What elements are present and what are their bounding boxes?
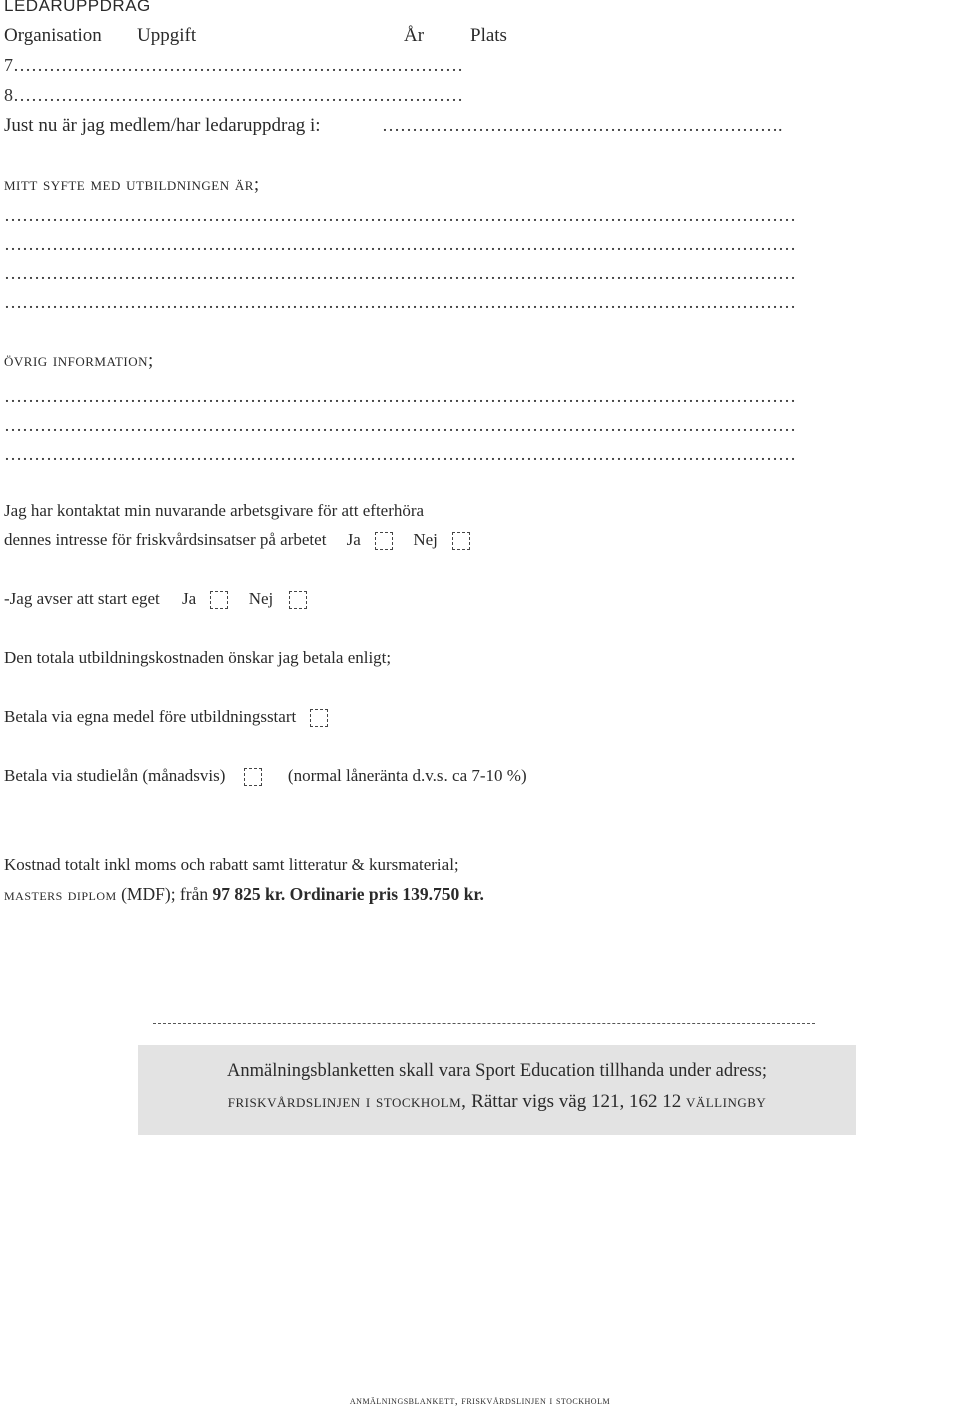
address-organisation: friskvårdslinjen i stockholm, bbox=[227, 1091, 467, 1112]
payment-option-student-loan-checkbox[interactable] bbox=[244, 768, 262, 786]
price-line bbox=[4, 884, 484, 905]
own-business-label: -Jag avser att start eget bbox=[4, 589, 160, 608]
total-cost-line: Kostnad totalt inkl moms och rabatt samt litteratur & kursmaterial; bbox=[4, 855, 459, 874]
employer-ja-checkbox[interactable] bbox=[375, 532, 393, 550]
address-notice-box bbox=[138, 1045, 856, 1135]
price-program-name: masters diplom bbox=[4, 884, 117, 904]
section-heading-syfte: mitt syfte med utbildningen är; bbox=[4, 174, 260, 195]
section-heading-ovrig: övrig information; bbox=[4, 350, 154, 371]
employer-nej-checkbox[interactable] bbox=[452, 532, 470, 550]
address-city: vällingby bbox=[685, 1091, 767, 1112]
column-header-plats: Plats bbox=[470, 25, 507, 46]
cut-line-divider bbox=[153, 1023, 815, 1024]
employer-contact-row bbox=[4, 530, 470, 550]
address-notice-line-2 bbox=[138, 1091, 856, 1113]
column-header-organisation: Organisation bbox=[4, 25, 102, 46]
price-amount: 97 825 kr. Ordinarie pris 139.750 kr. bbox=[212, 884, 484, 904]
ovrig-line-3[interactable]: …………………………………………………………………………………………………………………… bbox=[4, 444, 796, 464]
payment-option-student-loan bbox=[4, 766, 527, 786]
current-membership-label: Just nu är jag medlem/har ledaruppdrag i: bbox=[4, 115, 321, 136]
ovrig-line-2[interactable]: …………………………………………………………………………………………………………………… bbox=[4, 415, 796, 435]
ledaruppdrag-row-8[interactable]: 8………………………………………………………………… bbox=[4, 85, 463, 105]
own-business-nej-checkbox[interactable] bbox=[289, 591, 307, 609]
payment-intro: Den totala utbildningskostnaden önskar jag betala enligt; bbox=[4, 648, 392, 667]
own-business-ja-label: Ja bbox=[182, 589, 197, 608]
own-business-nej-label: Nej bbox=[248, 589, 274, 608]
employer-contact-text-line-2: dennes intresse för friskvårdsinsatser på arbetet bbox=[4, 530, 327, 549]
price-mid-text: (MDF); från bbox=[116, 884, 213, 904]
address-notice-line-1: Anmälningsblanketten skall vara Sport Education tillhanda under adress; bbox=[227, 1061, 767, 1081]
column-header-ar: År bbox=[404, 25, 425, 46]
page-footer: anmälningsblankett, friskvårdslinjen i stockholm bbox=[349, 1395, 611, 1407]
section-heading-ledaruppdrag: LEDARUPPDRAG bbox=[4, 0, 151, 15]
own-business-ja-checkbox[interactable] bbox=[210, 591, 228, 609]
payment-option-student-loan-note: (normal låneränta d.v.s. ca 7-10 %) bbox=[287, 766, 527, 785]
own-business-row bbox=[4, 589, 307, 609]
ovrig-line-1[interactable]: …………………………………………………………………………………………………………………… bbox=[4, 386, 796, 406]
syfte-line-2[interactable]: …………………………………………………………………………………………………………………… bbox=[4, 234, 796, 254]
current-membership-field[interactable]: …………………………………………………………. bbox=[382, 115, 783, 135]
syfte-line-4[interactable]: …………………………………………………………………………………………………………………… bbox=[4, 292, 796, 312]
column-header-uppgift: Uppgift bbox=[137, 25, 197, 46]
payment-option-own-funds-checkbox[interactable] bbox=[310, 709, 328, 727]
employer-nej-label: Nej bbox=[413, 530, 438, 549]
ledaruppdrag-row-7[interactable]: 7………………………………………………………………… bbox=[4, 55, 463, 75]
address-street: Rättar vigs väg 121, 162 12 bbox=[466, 1091, 686, 1112]
syfte-line-1[interactable]: …………………………………………………………………………………………………………………… bbox=[4, 205, 796, 225]
syfte-line-3[interactable]: …………………………………………………………………………………………………………………… bbox=[4, 263, 796, 283]
employer-contact-text-line-1: Jag har kontaktat min nuvarande arbetsgivare för att efterhöra bbox=[4, 501, 425, 520]
payment-option-student-loan-label: Betala via studielån (månadsvis) bbox=[4, 766, 226, 785]
payment-option-own-funds-label: Betala via egna medel före utbildningsstart bbox=[4, 707, 297, 726]
payment-option-own-funds bbox=[4, 707, 328, 727]
employer-ja-label: Ja bbox=[346, 530, 361, 549]
